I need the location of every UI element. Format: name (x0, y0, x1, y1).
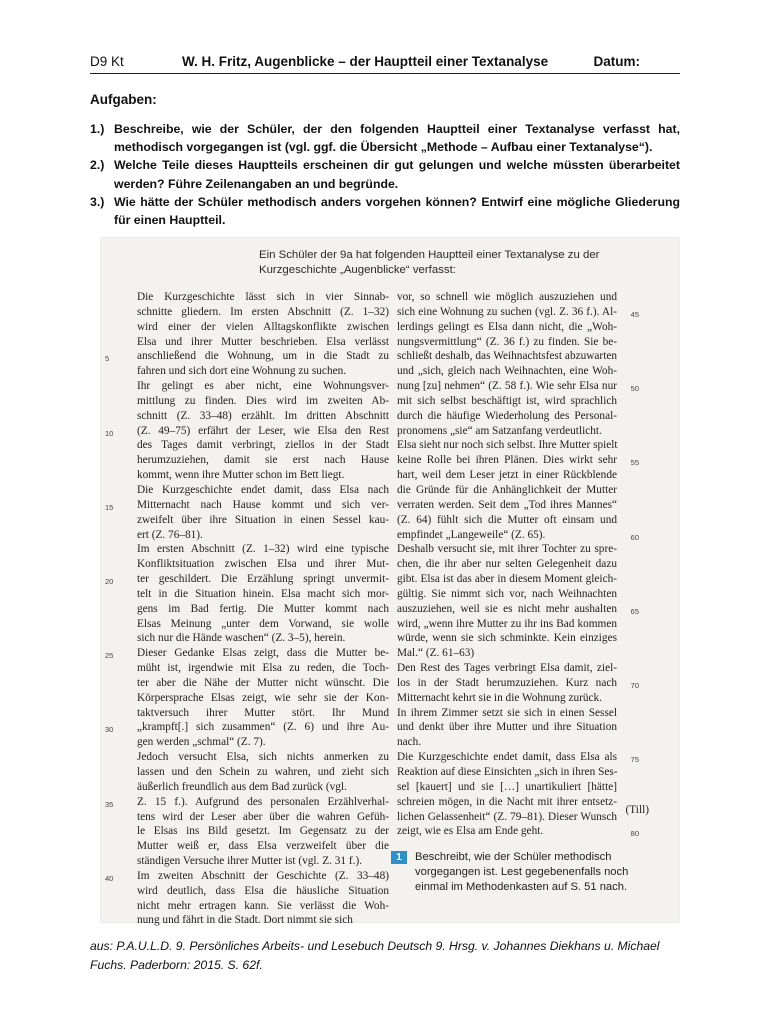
text-line: schnitte gliedern. Im ersten Abschnitt (Z. 1–32) (137, 305, 389, 318)
text-line: Jedoch versucht Elsa, sich nichts anmerken zu (137, 751, 389, 764)
text-line: gültig. Sie nimmt sich vor, nach Weihnachten (397, 587, 617, 600)
text-line: Elsa und ihrer Mutter beschrieben. Elsa verlässt (137, 335, 389, 348)
line-number: 50 (630, 384, 639, 394)
text-line: hart, weil dem Leser jetzt in einer Rückblende (397, 469, 617, 482)
text-line: auszuziehen, weil sie es nicht mehr aushalten 65 (397, 602, 617, 617)
text-line: Konfliktsituation zwischen Elsa und ihrer Mut- (137, 558, 389, 571)
tasks-heading: Aufgaben: (90, 92, 157, 107)
text-line: wird, „wenn ihre Mutter zu ihr ins Bad kommen (397, 617, 617, 630)
text-line: pronomens „sie“ am Satzanfang verdeutlicht. (397, 424, 602, 437)
text-line: würde, wenn sie sich schminkte. Kein einziges (397, 632, 617, 645)
text-line: gens im Bad fertig. Die Mutter kommt nach (137, 602, 389, 615)
text-line: lassen und den Schein zu wahren, und zieht sich (137, 766, 389, 778)
text-line: Mutter weiß er, dass Elsa verzweifelt über die (137, 840, 389, 853)
task-item-1 (90, 120, 680, 156)
text-line: chen, die ihr aber nur selten Gelegenheit dazu (397, 558, 617, 571)
text-line: Körpersprache Elsas zeigt, wie sehr sie der Kon- (137, 691, 389, 704)
text-line: zweifelt über ihre Situation in einen Sessel kau- (137, 513, 389, 526)
text-line: sel [kauert] und sie […] unartikuliert [hätte] (397, 780, 617, 793)
text-line: müht ist, irgendwie mit Elsa zu reden, die Toch- (137, 662, 389, 675)
line-number: 15 (105, 502, 114, 512)
text-line: lichen Gelassenheit“ (Z. 79–81). Dieser Wunsch (397, 810, 617, 823)
text-line: und „sich, gleich nach Weihnachten, eine Woh- (397, 365, 617, 378)
text-line: Elsas Meinung „unter dem Vorwand, sie wolle (137, 617, 389, 630)
text-line: tens wird der Leser aber über die wahren Gefüh- (137, 810, 389, 823)
line-number: 35 (105, 799, 114, 809)
line-number: 70 (630, 680, 639, 690)
text-line: nung und fährt in die Stadt. Dort nimmt sie sich (137, 914, 353, 927)
scan-intro: Ein Schüler der 9a hat folgenden Hauptteil einer Textanalyse zu der Kurzgeschichte „Augenblicke“ verfasst: (259, 249, 600, 276)
text-line: nungsvermittlung“ (Z. 36 f.) zu finden. Sie be- (397, 335, 617, 348)
text-line: wird einer der vielen Alltagskonflikte zwischen (137, 320, 389, 333)
text-line: Im zweiten Abschnitt der Geschichte (Z. 33–48) 40 (137, 869, 389, 884)
text-line: anschließend die Wohnung, um in die Stadt zu 5 (137, 349, 389, 364)
text-line: Den Rest des Tages verbringt Elsa damit, ziel- (397, 662, 617, 675)
task-number: 1.) (90, 122, 105, 136)
task-number: 2.) (90, 158, 105, 173)
author-signature: (Till) (625, 804, 649, 816)
text-line: ter geschildert. Die Erzählung springt unvermit- 20 (137, 572, 389, 587)
text-line: nach. (397, 736, 422, 749)
text-line: kommt, wenn ihre Mutter schon im Bett liegt. (137, 469, 345, 482)
text-line: mit sich selbst beschäftigt ist, wird sprachlich (397, 394, 617, 407)
text-line: ständigen Versuche ihrer Mutter ist (vgl. Z. 31 f.). (137, 855, 363, 868)
text-line: schließt deshalb, das Weihnachtsfest abzuwarten (397, 350, 617, 363)
text-line: fahren und sich dort eine Wohnung zu suchen. (137, 365, 347, 378)
task-text: Wie hätte der Schüler methodisch anders vorgehen können? Entwirf eine mögliche Gliederung für einen Hauptteil. (114, 194, 680, 228)
text-line: (Z. 49–75) erfährt der Leser, wie Elsa den Rest 10 (137, 424, 389, 439)
line-number: 5 (105, 354, 110, 364)
textbook-task-text: Beschreibt, wie der Schüler methodisch vorgegangen ist. Lest gegebenenfalls noch einmal im Methodenkasten auf S. 51 nach. (415, 851, 629, 893)
line-number: 45 (630, 309, 639, 319)
text-line: Die Kurzgeschichte lässt sich in vier Sinnab- (137, 291, 389, 303)
text-line: Mitternacht kehrt sie in die Wohnung zurück. (397, 691, 602, 704)
text-line: telt in die Situation hinein. Elsa macht sich mor- (137, 587, 389, 600)
task-text: Beschreibe, wie der Schüler, der den folgenden Hauptteil einer Textanalyse verfasst hat, methodisch vorgegangen ist (vgl. ggf. die Übersicht „Methode – Aufbau einer Textanalyse“). (114, 122, 680, 155)
text-line: sich eine Wohnung zu suchen (vgl. Z. 36 f.). Al- 45 (397, 305, 617, 320)
text-line: schreien mögen, in die Nacht mit ihrer entsetz- (397, 795, 617, 808)
text-line: Dieser Gedanke Elsas zeigt, dass die Mutter be- 25 (137, 646, 389, 661)
text-line: los in der Stadt herumzuziehen. Kurz nach 70 (397, 676, 617, 691)
text-line: Reaktion auf diese Einsichten „sich in ihren Ses- (397, 766, 618, 778)
line-number: 55 (630, 458, 639, 468)
class-label: D9 Kt (90, 54, 124, 69)
source-citation: aus: P.A.U.L.D. 9. Persönliches Arbeits- und Lesebuch Deutsch 9. Hrsg. v. Johannes Diekhans u. Michael Fuchs. Paderborn: 2015. S. 62f. (90, 939, 660, 972)
text-line: taktversuch ihrer Mutter stört. Ihr Mund (137, 706, 389, 719)
task-text: Welche Teile dieses Hauptteils erscheinen dir gut gelungen und welche müssten überarbeitet werden? Führe Zeilenangaben an und begründe. (114, 158, 680, 191)
text-line: Z. 15 f.). Aufgrund des personalen Erzählverhal- 35 (137, 795, 389, 810)
text-line: Elsa sieht nur noch sich selbst. Ihre Mutter spielt (397, 439, 618, 452)
text-line: ert (Z. 76–81). (137, 528, 203, 541)
text-line: schnitt (Z. 33–48) erzählt. Im dritten Abschnitt (137, 409, 389, 422)
text-line: sich nur die Hände waschen“ (Z. 3–5), herein. (137, 632, 346, 645)
text-line: lerdings gelingt es Elsa dann nicht, die „Woh- (397, 320, 617, 333)
task-item-3 (90, 193, 680, 229)
text-line: herumzuziehen, damit sie erst nach Hause (137, 454, 389, 467)
text-line: Mal.“ (Z. 61–63) (397, 647, 475, 660)
worksheet-header (90, 52, 680, 74)
text-line: In ihrem Zimmer setzt sie sich in einen Sessel (397, 706, 617, 719)
line-number: 25 (105, 651, 114, 661)
text-line: Im ersten Abschnitt (Z. 1–32) wird eine typische (137, 543, 389, 556)
text-line: durch die häufige Wiederholung des Personal- (397, 409, 617, 422)
text-line: gen werden „schmal“ (Z. 7). (137, 736, 266, 749)
text-line: des Tages damit verbringt, ziellos in der Stadt (137, 439, 389, 452)
task-number: 3.) (90, 194, 105, 209)
text-line: ter aber die Nähe der Mutter nicht wünscht. Die (137, 676, 389, 689)
text-line: gibt. Elsa ist das aber in diesem Moment gleich- (397, 573, 617, 586)
text-line: mittlung zu finden. Dies wird im zweiten Ab- (137, 394, 389, 407)
line-number: 80 (630, 829, 639, 839)
text-line: und denkt über ihre Mutter und ihre Situation (397, 721, 617, 734)
date-label: Datum: (593, 54, 640, 69)
text-line: Deshalb versucht sie, mit ihrer Tochter zu spre- (397, 543, 617, 556)
line-number: 10 (105, 428, 114, 438)
scanned-textbook-page (100, 237, 680, 927)
text-line: Mitternacht nach Hause kommt und sich ver- 15 (137, 498, 389, 513)
worksheet-title: W. H. Fritz, Augenblicke – der Hauptteil einer Textanalyse (182, 54, 549, 69)
text-line: le Elsas ins Bild gesetzt. Im Gegensatz zu der (137, 825, 389, 838)
text-line: Die Kurzgeschichte endet damit, dass Elsa nach (137, 483, 389, 496)
line-number: 30 (105, 725, 114, 735)
text-line: wird deutlich, dass Elsa die häusliche Situation (137, 884, 389, 897)
task-list (90, 120, 680, 229)
textbook-task-box (391, 850, 641, 894)
line-number: 60 (630, 532, 639, 542)
line-number: 65 (630, 606, 639, 616)
text-line: keine Rolle bei ihren Plänen. Dies wirkt sehr 55 (397, 453, 617, 468)
text-line: zeigt, wie es Elsa am Ende geht. 80 (397, 824, 617, 839)
text-line: Ihr gelingt es aber nicht, eine Wohnungsver- (137, 380, 389, 393)
task-number-badge: 1 (391, 851, 407, 864)
text-line: vor, so schnell wie möglich auszuziehen und (397, 291, 617, 303)
line-number: 20 (105, 577, 114, 587)
text-line: „krampft[.] sich zusammen“ (Z. 6) und ihre Au- 30 (137, 720, 389, 735)
task-item-2 (90, 156, 680, 192)
text-line: verraten werden. Seit dem „Tod ihres Mannes“ (397, 498, 617, 511)
line-number: 40 (105, 873, 114, 883)
text-line: äußerlich freundlich aus dem Bad zurück (vgl. (137, 780, 347, 793)
line-number: 75 (630, 755, 639, 765)
text-column-left (105, 290, 389, 928)
text-line: empfindet „Langeweile“ (Z. 65). 60 (397, 528, 617, 543)
text-line: (Z. 64) fühlt sich die Mutter oft einsam und (397, 513, 617, 526)
text-line: nung [zu] nehmen“ (Z. 58 f.). Wie sehr Elsa nur 50 (397, 379, 617, 394)
text-line: die Gründe für die Anhänglichkeit der Mutter (397, 483, 617, 496)
text-line: Die Kurzgeschichte endet damit, dass Elsa als 75 (397, 750, 617, 765)
text-line: nicht mehr ertragen kann. Sie verlässt die Woh- (137, 899, 389, 912)
